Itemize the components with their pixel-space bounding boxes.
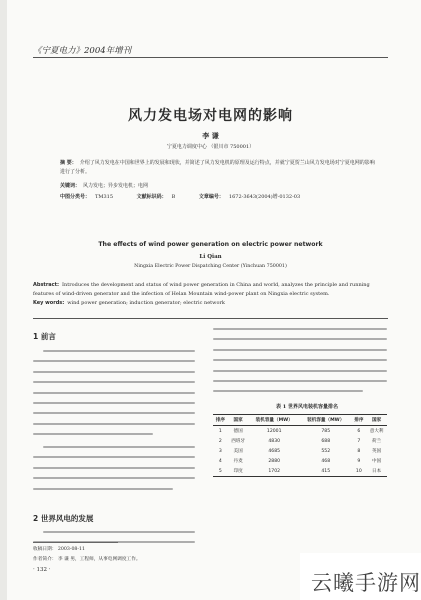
text-line-placeholder: [33, 423, 195, 425]
table-cell: 荷兰: [372, 439, 382, 444]
affiliation-cn: 宁夏电力调度中心 （银川市 750001）: [166, 144, 255, 150]
text-line-placeholder: [33, 488, 173, 490]
text-line-placeholder: [213, 338, 387, 340]
table-cell: 1: [218, 428, 222, 434]
table-cell: 4: [218, 458, 222, 464]
header-rule: [33, 57, 388, 58]
text-line-placeholder: [213, 328, 387, 330]
keywords-text-en: wind power generation; induction generator; electric network: [67, 300, 225, 306]
text-line-placeholder: [33, 412, 195, 414]
table-header-cell: 国家: [366, 415, 387, 426]
text-line-placeholder: [43, 350, 195, 352]
clc-label: 中图分类号：: [60, 194, 91, 200]
article-no-value: 1672-3643(2004)增-0132-03: [228, 194, 301, 200]
table-header-row: [213, 415, 387, 426]
table-header-cell: 装机容量（MW）: [300, 415, 352, 426]
table-cell: 4830: [268, 438, 281, 444]
author-en: Li Qian: [199, 254, 222, 260]
text-line-placeholder: [33, 433, 153, 435]
table-cell: 德国: [233, 429, 243, 434]
table-cell: 印度: [228, 466, 249, 477]
page-number: · 132 ·: [33, 567, 51, 573]
text-line-placeholder: [43, 446, 195, 448]
keywords-text-cn: 风力发电；异步发电机；电网: [83, 183, 149, 189]
table-cell: 西班牙: [231, 439, 245, 444]
table-title: 表 1 世界风电装机容量排名: [276, 404, 338, 410]
table-row: [213, 456, 387, 466]
keywords-en: [33, 300, 385, 306]
affiliation-en: Ningxia Electric Power Dispatching Center (Yinchuan 750001): [134, 264, 287, 269]
table-row: [213, 466, 387, 477]
table-cell: 8: [357, 448, 361, 454]
text-line-placeholder: [33, 477, 195, 479]
table-cell: 4685: [268, 448, 281, 454]
table-cell: 7: [357, 438, 361, 444]
section-heading-introduction: 1 前言: [33, 332, 56, 341]
text-line-placeholder: [33, 456, 195, 458]
table-header-cell: 国家: [228, 415, 249, 426]
received-date: 收稿日期： 2003-08-11: [33, 547, 85, 552]
table-row: [213, 426, 387, 437]
text-line-placeholder: [213, 380, 387, 382]
article-no-label: 文章编号：: [198, 194, 224, 200]
classification-row: [60, 193, 390, 200]
table-cell: 468: [321, 458, 331, 464]
table-cell: 415: [300, 466, 352, 477]
table-header-cell: 排序: [213, 415, 228, 426]
text-line-placeholder: [33, 371, 195, 373]
text-line-placeholder: [213, 349, 387, 351]
table-cell: 10: [352, 466, 367, 477]
keywords-label-cn: 关键词：: [60, 183, 81, 189]
table-cell: 552: [321, 448, 331, 454]
table-row: [213, 446, 387, 456]
table-row: [213, 436, 387, 446]
text-line-placeholder: [33, 467, 195, 469]
keywords-label-en: Key words:: [33, 300, 65, 306]
clc-value: TM315: [95, 194, 114, 200]
table-cell: 英国: [372, 449, 382, 454]
text-line-placeholder: [33, 360, 195, 362]
table-cell: 日本: [366, 466, 387, 477]
abstract-text-en: Introduces the development and status of wind power generation in China and world, analyzes the principle and running features of wind-driven generator and the infection of Helan Mountain wind-power plant on Ningxia electric system.: [33, 282, 370, 297]
watermark-logo: 云曦手游网: [311, 571, 421, 595]
table-cell: 2: [218, 438, 222, 444]
text-line-placeholder: [33, 402, 195, 404]
doc-code-value: B: [171, 194, 176, 200]
text-line-placeholder: [213, 359, 387, 361]
table-cell: 6: [357, 428, 361, 434]
doc-code-label: 文献标识码：: [136, 194, 167, 200]
table-cell: 丹麦: [233, 459, 243, 464]
text-line-placeholder: [33, 392, 195, 394]
abstract-rule: [33, 318, 388, 319]
section-heading-world-wind-power: 2 世界风电的发展: [33, 514, 94, 523]
text-line-placeholder: [43, 531, 195, 533]
table-cell: 2880: [268, 458, 281, 464]
paper-title-cn: 风力发电场对电网的影响: [128, 108, 293, 124]
text-line-placeholder: [33, 381, 195, 383]
table-header-cell: 装机容量（MW）: [248, 415, 300, 426]
table-cell: 1702: [248, 466, 300, 477]
table-cell: 9: [357, 458, 361, 464]
text-line-placeholder: [213, 370, 387, 372]
table-cell: 5: [213, 466, 228, 477]
table-cell: 美国: [233, 449, 243, 454]
footnote-rule: [33, 542, 118, 543]
table-cell: 12001: [266, 428, 282, 434]
table-header-cell: 排序: [352, 415, 367, 426]
table-cell: 3: [218, 448, 222, 454]
journal-header: 《宁夏电力》2004年增刊: [33, 46, 132, 56]
paper-title-en: The effects of wind power generation on electric power network: [98, 241, 323, 248]
table-cell: 688: [321, 438, 331, 444]
abstract-text-cn: 介绍了风力发电在中国和世界上的发展和现状，并简述了风力发电机的原理及运行特点，并就宁夏贺兰山风力发电场对宁夏电网的影响进行了分析。: [60, 160, 375, 175]
abstract-en: [33, 281, 385, 298]
text-line-placeholder: [213, 390, 363, 392]
capacity-ranking-table: [213, 414, 387, 477]
abstract-cn: [60, 159, 378, 177]
table-cell: 中国: [372, 459, 382, 464]
table-cell: 785: [321, 428, 331, 434]
author-cn: 李 谦: [202, 131, 219, 140]
scan-edge: [0, 0, 7, 600]
table-cell: 意大利: [369, 429, 384, 434]
abstract-label-cn: 摘 要：: [60, 160, 77, 166]
author-intro: 作者简介： 李 谦 男，工程师，从事电网调度工作。: [33, 557, 141, 562]
abstract-label-en: Abstract:: [33, 282, 60, 288]
keywords-cn: [60, 182, 148, 189]
